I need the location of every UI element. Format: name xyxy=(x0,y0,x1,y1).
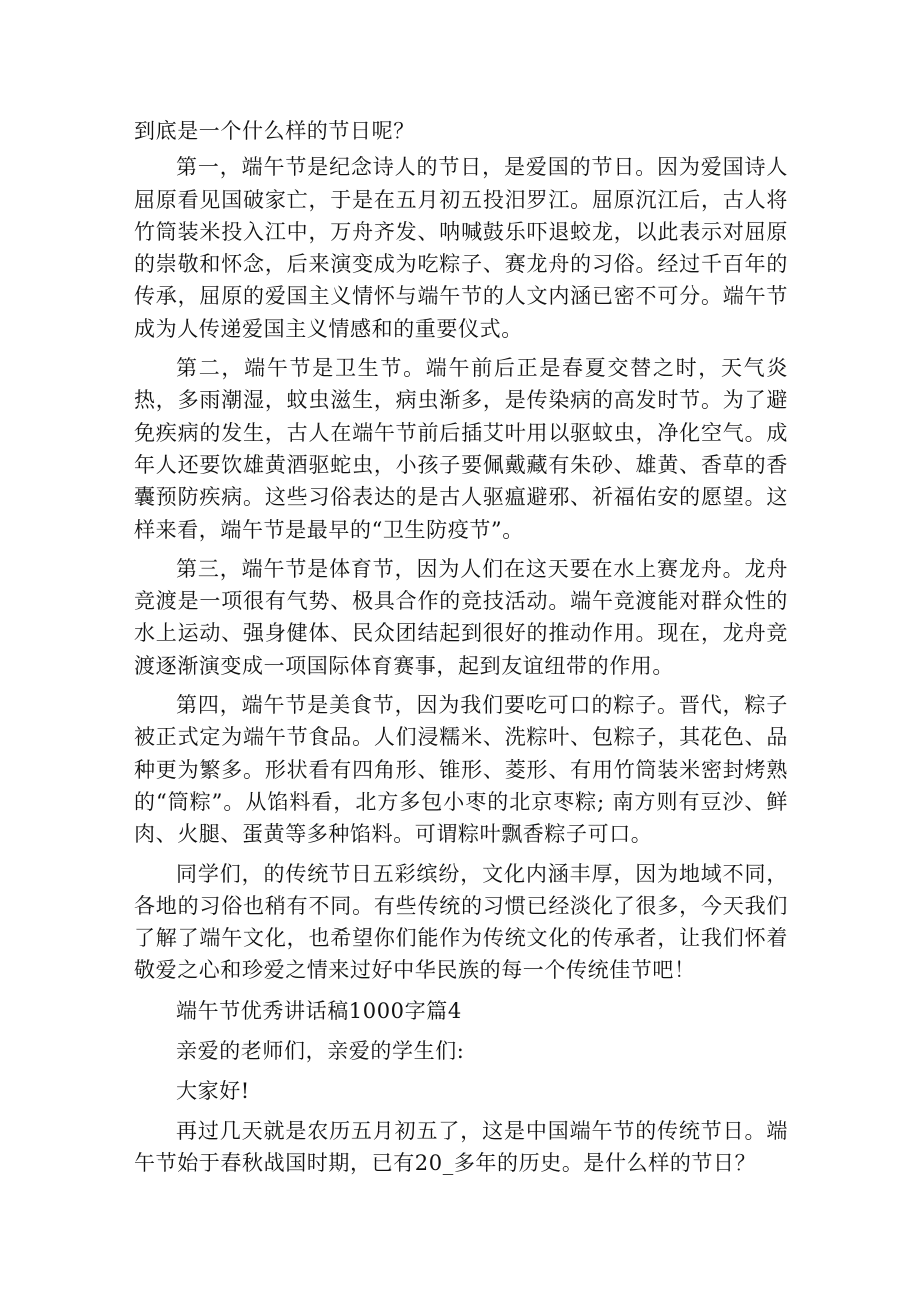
paragraph-first-point: 第一，端午节是纪念诗人的节日，是爱国的节日。因为爱国诗人屈原看见国破家亡，于是在五月初五投汨罗江。屈原沉江后，古人将竹筒装米投入江中，万舟齐发、呐喊鼓乐吓退蛟龙，以此表示对屈原的崇敬和怀念，后来演变成为吃粽子、赛龙舟的习俗。经过千百年的传承，屈原的爱国主义情怀与端午节的人文内涵已密不可分。端午节成为人传递爱国主义情感和的重要仪式。 xyxy=(134,155,788,341)
greeting: 大家好! xyxy=(176,1079,250,1104)
paragraph-third-point: 第三，端午节是体育节，因为人们在这天要在水上赛龙舟。龙舟竞渡是一项很有气势、极具合作的竞技活动。端午竞渡能对群众性的水上运动、强身健体、民众团结起到很好的推动作用。现在，龙舟竞渡逐渐演变成一项国际体育赛事，起到友谊纽带的作用。 xyxy=(134,556,788,678)
section-heading: 端午节优秀讲话稿1000字篇4 xyxy=(176,998,462,1023)
paragraph-second-point: 第二，端午节是卫生节。端午前后正是春夏交替之时，天气炎热，多雨潮湿，蚊虫滋生，病虫渐多，是传染病的高发时节。为了避免疾病的发生，古人在端午节前后插艾叶用以驱蚊虫，净化空气。成年人还要饮雄黄酒驱蛇虫，小孩子要佩戴藏有朱砂、雄黄、香草的香囊预防疾病。这些习俗表达的是古人驱瘟避邪、祈福佑安的愿望。这样来看，端午节是最早的“卫生防疫节”。 xyxy=(134,356,788,542)
paragraph-intro-question: 到底是一个什么样的节日呢？ xyxy=(134,119,415,143)
paragraph-closing: 同学们，的传统节日五彩缤纷，文化内涵丰厚，因为地域不同，各地的习俗也稍有不同。有些传统的习惯已经淡化了很多，今天我们了解了端午文化，也希望你们能作为传统文化的传承者，让我们怀着敬爱之心和珍爱之情来过好中华民族的每一个传统佳节吧！ xyxy=(134,861,788,983)
salutation: 亲爱的老师们，亲爱的学生们: xyxy=(176,1039,465,1064)
paragraph-fourth-point: 第四，端午节是美食节，因为我们要吃可口的粽子。晋代，粽子被正式定为端午节食品。人们浸糯米、洗粽叶、包粽子，其花色、品种更为繁多。形状看有四角形、锥形、菱形、有用竹筒装米密封烤熟的“筒粽”。从馅料看，北方多包小枣的北京枣粽; 南方则有豆沙、鲜肉、火腿、蛋黄等多种馅料。可谓粽叶飘香粽子可口。 xyxy=(134,693,788,847)
paragraph-speech-intro: 再过几天就是农历五月初五了，这是中国端午节的传统节日。端午节始于春秋战国时期，已有20_多年的历史。是什么样的节日？ xyxy=(134,1118,788,1175)
